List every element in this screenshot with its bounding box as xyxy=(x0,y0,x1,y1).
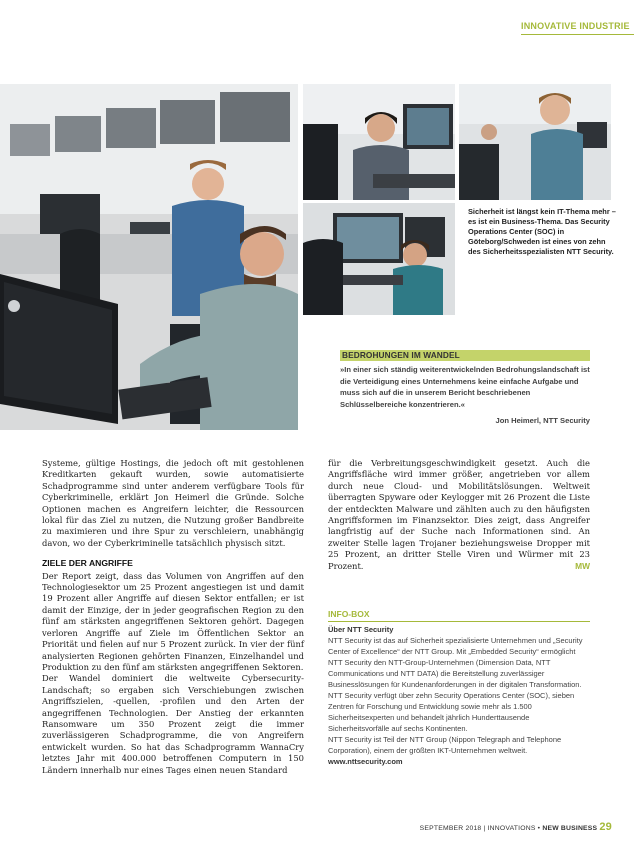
quote-text: »In einer sich ständig weiterentwickelnden Bedrohungslandschaft ist die Verteidigung eines Unternehmens keine einfache Aufgabe und muss sich auf die in unserem Bericht beschriebenen Schlüsselbereiche konzentrieren.« xyxy=(340,365,590,409)
info-box-url[interactable]: www.nttsecurity.com xyxy=(328,757,403,766)
right-column xyxy=(328,458,590,572)
main-photo xyxy=(0,84,298,430)
info-box-subheading: Über NTT Security xyxy=(328,625,394,634)
page-number: 29 xyxy=(599,821,612,833)
left-paragraph-3: Der Wandel dominiert die weltweite Cybersecurity-Landschaft; so ergaben sich Verschiebungen zwischen Angriffszielen, -quellen, -profilen und den Arten der angegriffenen Technologien. Der Anstieg der erkannten Ransomware um 350 Prozent zeigt die immer zuverlässigeren Schadprogramme, die von Angreifern entwickelt wurden. So hat das Schadprogramm WannaCry letztes Jahr mit 400.000 betroffenen Computern in 150 Ländern innerhalb nur eines Tages einen neuen Standard xyxy=(42,673,304,775)
info-box-heading: INFO-BOX xyxy=(328,609,590,622)
section-label: INNOVATIVE INDUSTRIE xyxy=(521,21,630,31)
section-rule xyxy=(521,34,634,35)
photo-analyst-glasses xyxy=(303,84,455,200)
left-paragraph-1: Systeme, gültige Hostings, die jedoch oft mit gestohlenen Kreditkarten gekauft wurden, sowie automatisierte Schadprogramme sind unter anderem verfügbare Tools für Cyberkriminelle, erklärt Jon Heimerl die Gründe. Solche Optionen machen es Angreifern leichter, die Ressourcen lokal für das Ziel zu nutzen, die Nutzung großer Bandbreite zu maximieren und ihre Spur zu verschleiern, unabhängig davon, wo der Cyberkriminelle tatsächlich physisch sitzt. xyxy=(42,458,304,548)
footer-date: SEPTEMBER 2018 xyxy=(419,825,482,832)
quote-heading: BEDROHUNGEN IM WANDEL xyxy=(340,350,590,361)
page-footer: SEPTEMBER 2018 | INNOVATIONS • NEW BUSINESS 29 xyxy=(419,821,612,833)
info-box xyxy=(328,609,590,767)
footer-magazine: INNOVATIONS xyxy=(487,825,536,832)
photo-analyst-smiling xyxy=(459,84,611,200)
quote-box xyxy=(340,350,590,425)
footer-brand: NEW BUSINESS xyxy=(542,825,598,832)
info-box-paragraph-1: NTT Security ist das auf Sicherheit spezialisierte Unternehmen und „Security Center of Excellence“ der NTT Group. Mit „Embedded Security“ ermöglicht NTT Security den NTT-Group-Unternehmen (Dimension Data, NTT Communications und NTT DATA) die Bereitstellung zuverlässiger Businesslösungen für Kundenanforderungen in der digitalen Transformation. NTT Security verfügt über zehn Security Operations Center (SOC), sieben Zentren für Forschung und Entwicklung sowie mehr als 1.500 Sicherheitsexperten und behandelt jährlich Hunderttausende Sicherheitsvorfälle auf sechs Kontinenten. xyxy=(328,636,583,733)
info-box-paragraph-2: NTT Security ist Teil der NTT Group (Nippon Telegraph and Telephone Corporation), einem der größten IKT-Unternehmen weltweit. xyxy=(328,735,562,755)
subheading-targets: ZIELE DER ANGRIFFE xyxy=(42,558,133,569)
right-paragraph-1: für die Verbreitungsgeschwindigkeit gesetzt. Auch die Angriffsfläche wird immer größer, angetrieben vor allem durch neue Cloud- und Mobilitätslösungen. Weltweit überragten Spyware oder Keylogger mit 26 Prozent die Liste der entdeckten Malware und zählten auch zu den häufigsten Angriffsformen im Finanzsektor. Dies zeigt, dass Angreifer langfristig auf der Suche nach Informationen sind. An zweiter Stelle lagen Trojaner beziehungsweise Dropper mit 25 Prozent, an dritter Stelle Viren und Würmer mit 23 Prozent. xyxy=(328,458,590,571)
left-column xyxy=(42,458,304,776)
quote-author: Jon Heimerl, NTT Security xyxy=(495,416,590,426)
left-paragraph-2: Der Report zeigt, dass das Volumen von Angriffen auf den Technologiesektor um 25 Prozent angestiegen ist und damit 19 Prozent aller Angriffe auf diesen Sektor entfallen; er ist damit der Einzige, der in jeder geografischen Region zu den fünf am stärksten angegriffenen Sektoren gehört. Dagegen verloren Angriffe auf Ziele im Öffentlichen Sektor an Priorität und fielen auf nur 5 Prozent zurück. In vier der fünf analysierten Regionen gehörten Finanzen, Einzelhandel und Produktion zu den fünf am stärksten angegriffenen Sektoren. xyxy=(42,570,304,672)
author-signature: MW xyxy=(575,560,590,571)
photo-analyst-workstation xyxy=(303,203,455,315)
photo-caption: Sicherheit ist längst kein IT-Thema mehr – es ist ein Business-Thema. Das Security Operations Center (SOC) in Göteborg/Schweden ist eines von zehn des Sicherheitsspezialisten NTT Security. xyxy=(468,207,616,256)
